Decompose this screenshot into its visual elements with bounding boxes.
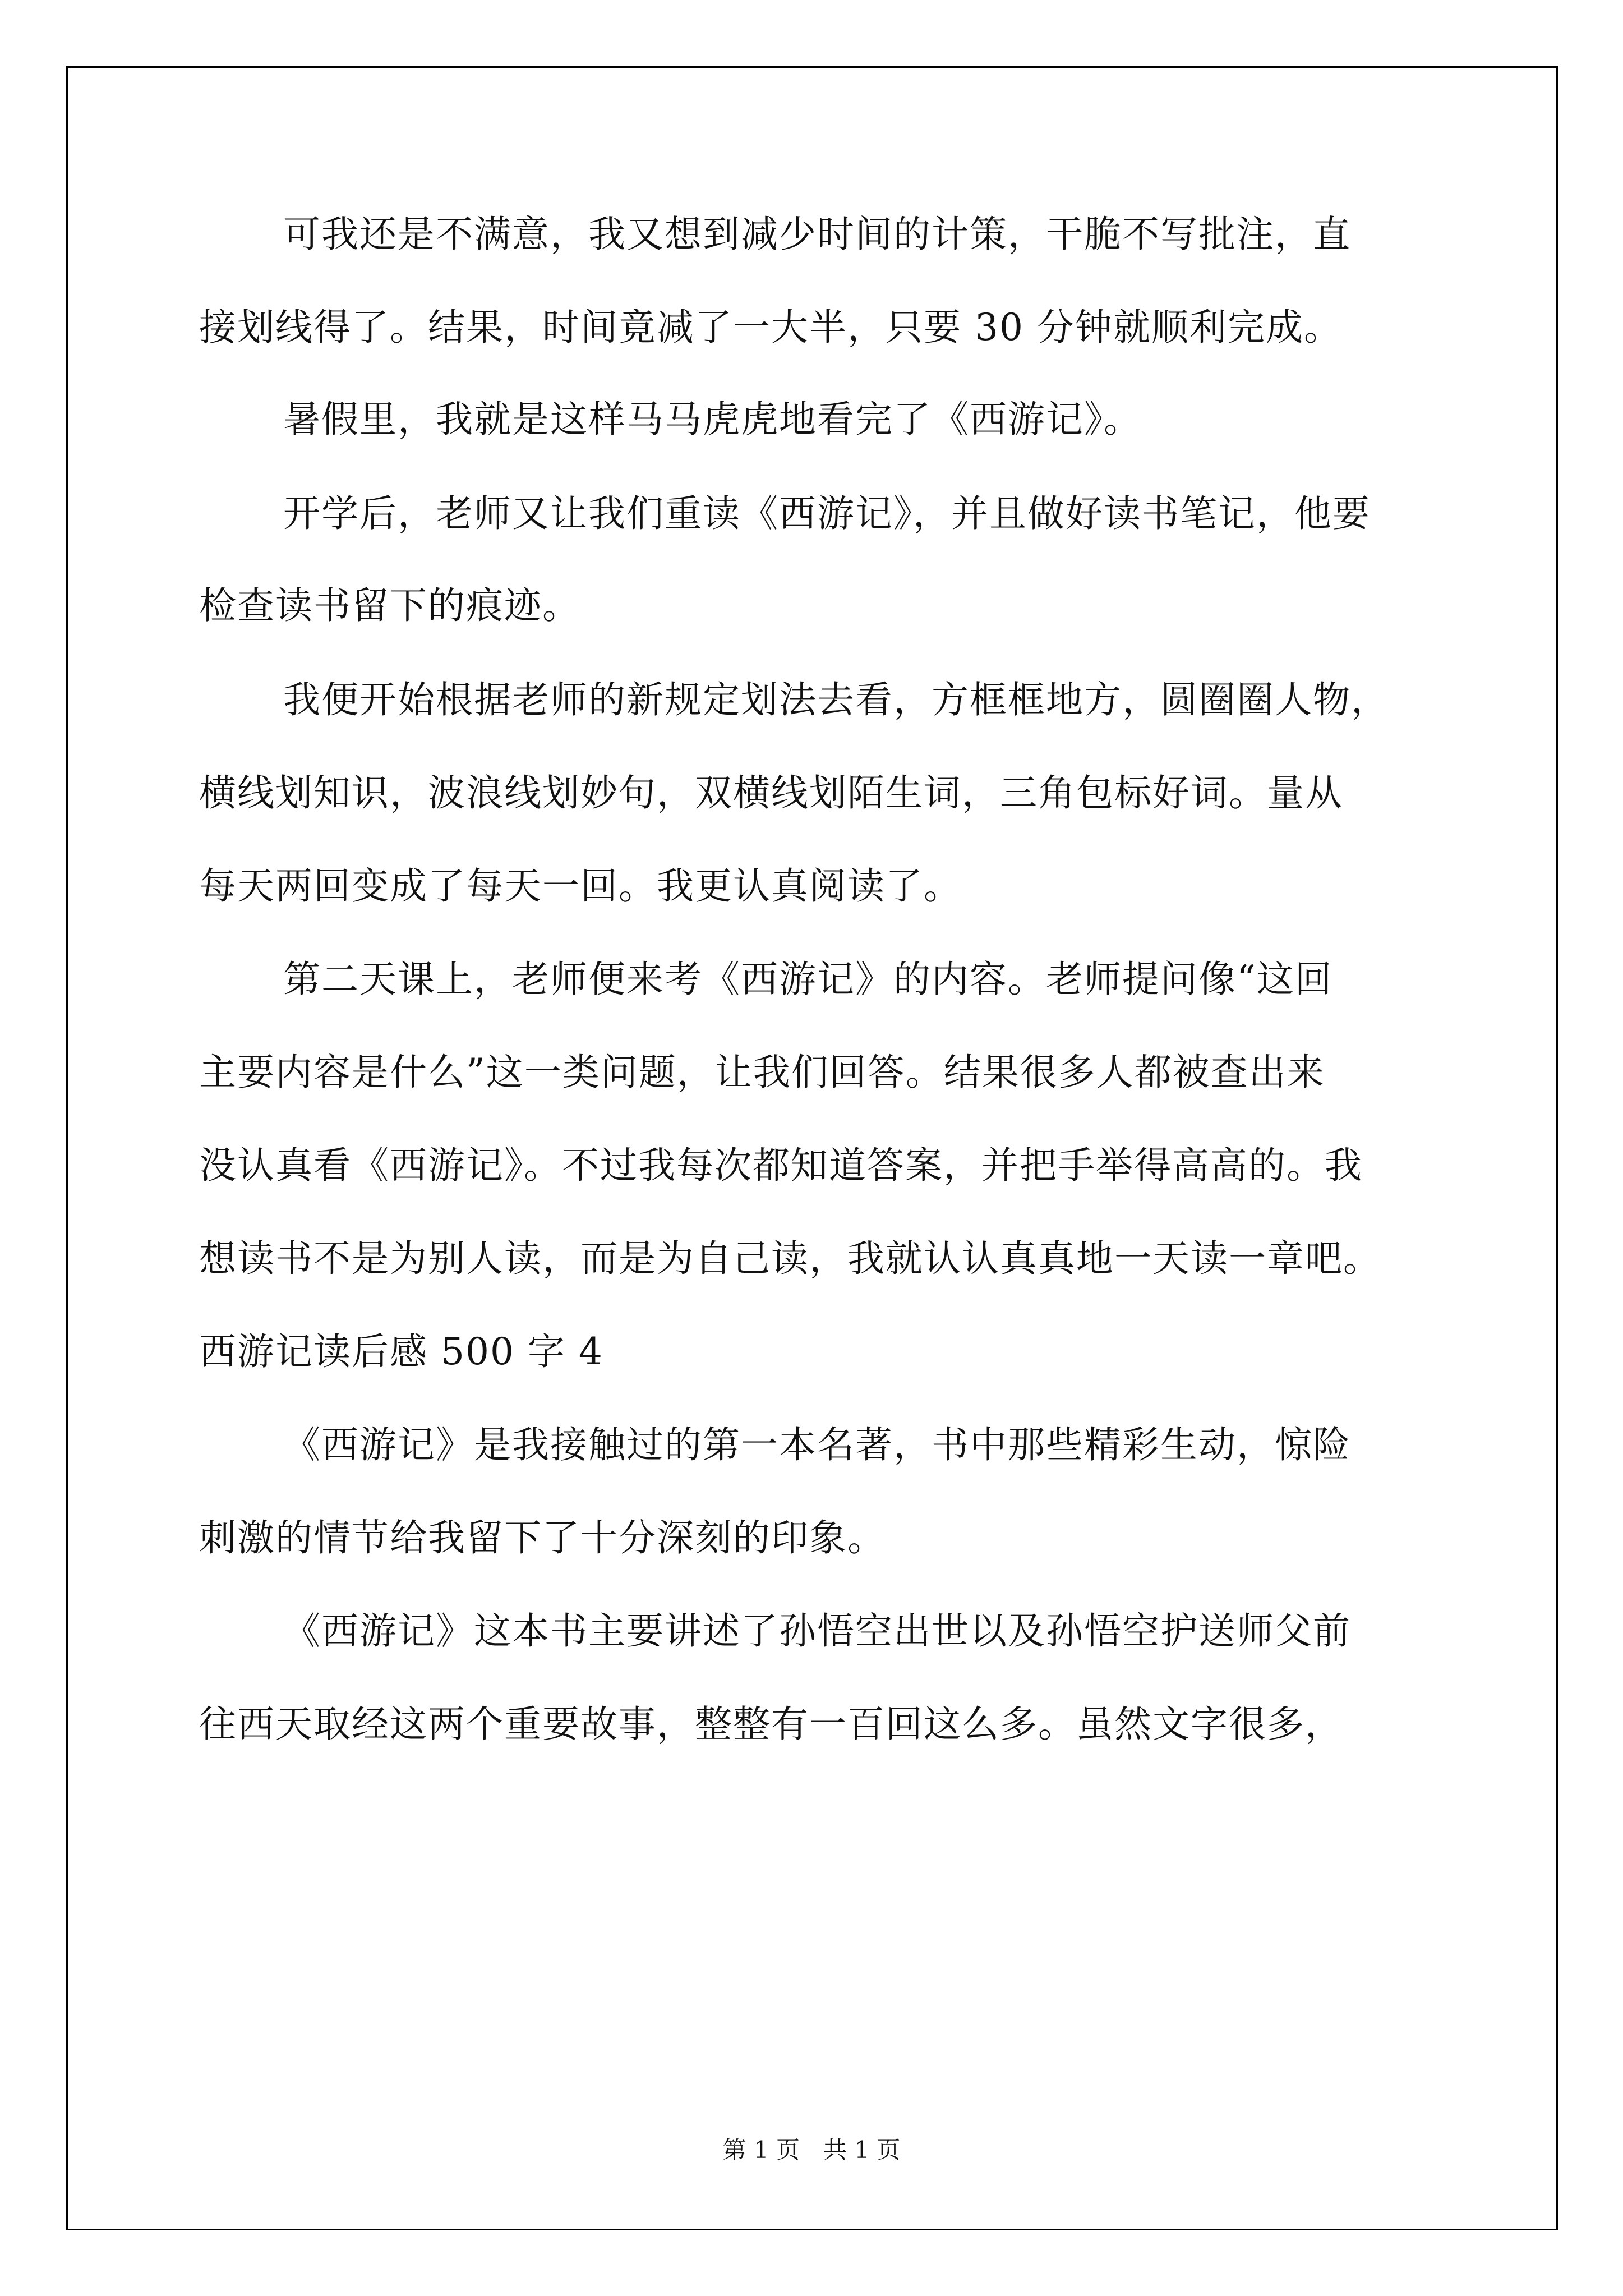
paragraph-line: 接划线得了。结果，时间竟减了一大半，只要 30 分钟就顺利完成。 [199, 306, 1342, 349]
paragraph-line: 检查读书留下的痕迹。 [199, 584, 580, 627]
paragraph-line: 我便开始根据老师的新规定划法去看，方框框地方，圆圈圈人物， [283, 678, 1389, 721]
paragraph-line: 想读书不是为别人读，而是为自己读，我就认认真真地一天读一章吧。 [199, 1237, 1381, 1280]
paragraph-line: 《西游记》这本书主要讲述了孙悟空出世以及孙悟空护送师父前 [283, 1609, 1351, 1653]
paragraph-line: 暑假里，我就是这样马马虎虎地看完了《西游记》。 [283, 398, 1142, 441]
paragraph-line: 往西天取经这两个重要故事，整整有一百回这么多。虽然文字很多， [199, 1703, 1343, 1746]
paragraph-line: 横线划知识，波浪线划妙句，双横线划陌生词，三角包标好词。量从 [199, 771, 1343, 815]
page-total: 共 1 页 [823, 2136, 901, 2164]
paragraph-line: 主要内容是什么”这一类问题，让我们回答。结果很多人都被查出来 [199, 1051, 1325, 1094]
paragraph-line: 可我还是不满意，我又想到减少时间的计策，干脆不写批注，直 [283, 213, 1351, 256]
page-footer [0, 2136, 1623, 2164]
paragraph-line: 刺激的情节给我留下了十分深刻的印象。 [199, 1516, 886, 1559]
paragraph-line: 每天两回变成了每天一回。我更认真阅读了。 [199, 864, 962, 908]
page-number: 第 1 页 [722, 2136, 800, 2164]
paragraph-line: 《西游记》是我接触过的第一本名著，书中那些精彩生动，惊险 [283, 1423, 1351, 1466]
paragraph-line: 开学后，老师又让我们重读《西游记》，并且做好读书笔记，他要 [283, 492, 1371, 535]
paragraph-line: 第二天课上，老师便来考《西游记》的内容。老师提问像“这回 [283, 958, 1333, 1001]
section-heading: 西游记读后感 500 字 4 [199, 1330, 603, 1373]
paragraph-line: 没认真看《西游记》。不过我每次都知道答案，并把手举得高高的。我 [199, 1144, 1363, 1187]
